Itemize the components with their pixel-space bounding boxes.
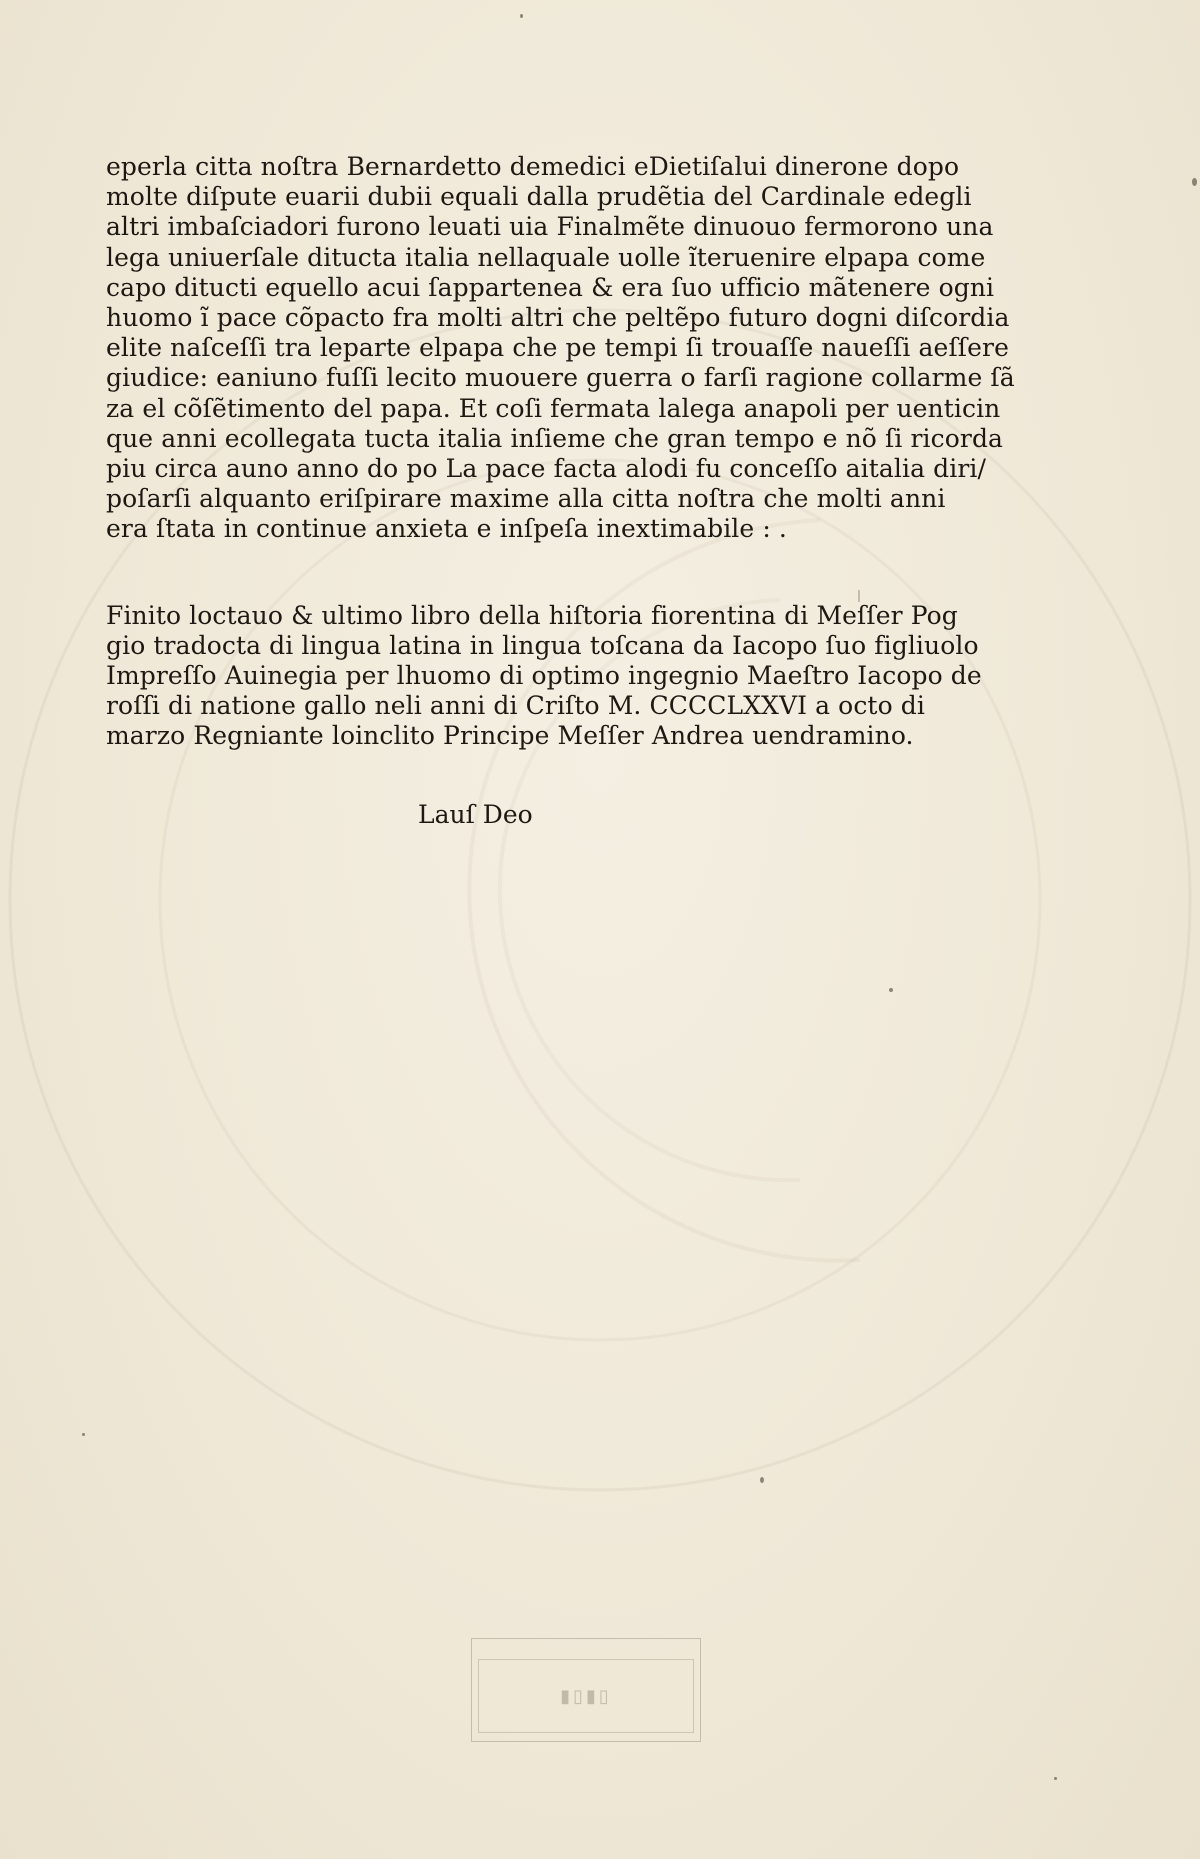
stamp-mark: ▮▯▮▯ [478, 1659, 694, 1733]
colophon-line: Impreſſo Auinegia per lhuomo di optimo ingegnio Maeſtro Iacopo de [106, 661, 982, 690]
colophon-line: roſſi di natione gallo neli anni di Criſto M. CCCCLXXVI a octo di [106, 691, 925, 720]
text-line: era ſtata in continue anxieta e inſpeſa inextimabile : . [106, 514, 787, 544]
colophon-line: gio tradocta di lingua latina in lingua toſcana da Iacopo ſuo figliuolo [106, 631, 979, 660]
text-line: lega uniuerſale ditucta italia nellaquale uolle ĩteruenire elpapa come [106, 242, 986, 272]
text-line: molte diſpute euarii dubii equali dalla prudẽtia del Cardinale edegli [106, 182, 972, 212]
text-line: eperla citta noſtra Bernardetto demedici eDietiſalui dinerone dopo [106, 152, 960, 181]
colophon-line: Finito loctauo & ultimo libro della hiſtoria fiorentina di Meſſer Pog [106, 601, 958, 630]
text-line: huomo ĩ pace cõpacto fra molti altri che peltẽpo futuro dogni diſcordia [106, 302, 1010, 332]
paper-speck [1054, 1777, 1057, 1780]
text-line: za el cõſẽtimento del papa. Et coſi fermata lalega anapoli per uenticin [106, 393, 1001, 423]
paper-speck [1192, 178, 1197, 186]
paper-speck [858, 590, 860, 602]
paper-speck [520, 14, 523, 18]
colophon-line: marzo Regniante loinclito Principe Meſſer Andrea uendramino. [106, 721, 914, 750]
main-text [106, 152, 1015, 544]
colophon [106, 601, 982, 751]
text-line: altri imbaſciadori furono leuati uia Finalmẽte dinuouo fermorono una [106, 212, 994, 242]
text-line: capo ditucti equello acui ſappartenea & era ſuo ufficio mãtenere ogni [106, 272, 995, 302]
closing-line: Lauſ Deo [418, 800, 533, 829]
library-stamp-icon [471, 1638, 701, 1742]
paper-speck [82, 1433, 85, 1436]
text-line: piu circa auno anno do po La pace facta alodi fu conceſſo aitalia diri/ [106, 453, 987, 483]
text-line: elite naſceſſi tra leparte elpapa che pe tempi ſi trouaſſe naueſſi aeſſere [106, 333, 1009, 363]
text-line: giudice: eaniuno fuſſi lecito muouere guerra o farſi ragione collarme ſã [106, 363, 1015, 393]
text-line: poſarſi alquanto eriſpirare maxime alla citta noſtra che molti anni [106, 484, 946, 514]
text-line: que anni ecollegata tucta italia inſieme che gran tempo e nõ ſi ricorda [106, 423, 1004, 453]
paper-speck [889, 988, 893, 992]
paper-speck [760, 1477, 764, 1483]
